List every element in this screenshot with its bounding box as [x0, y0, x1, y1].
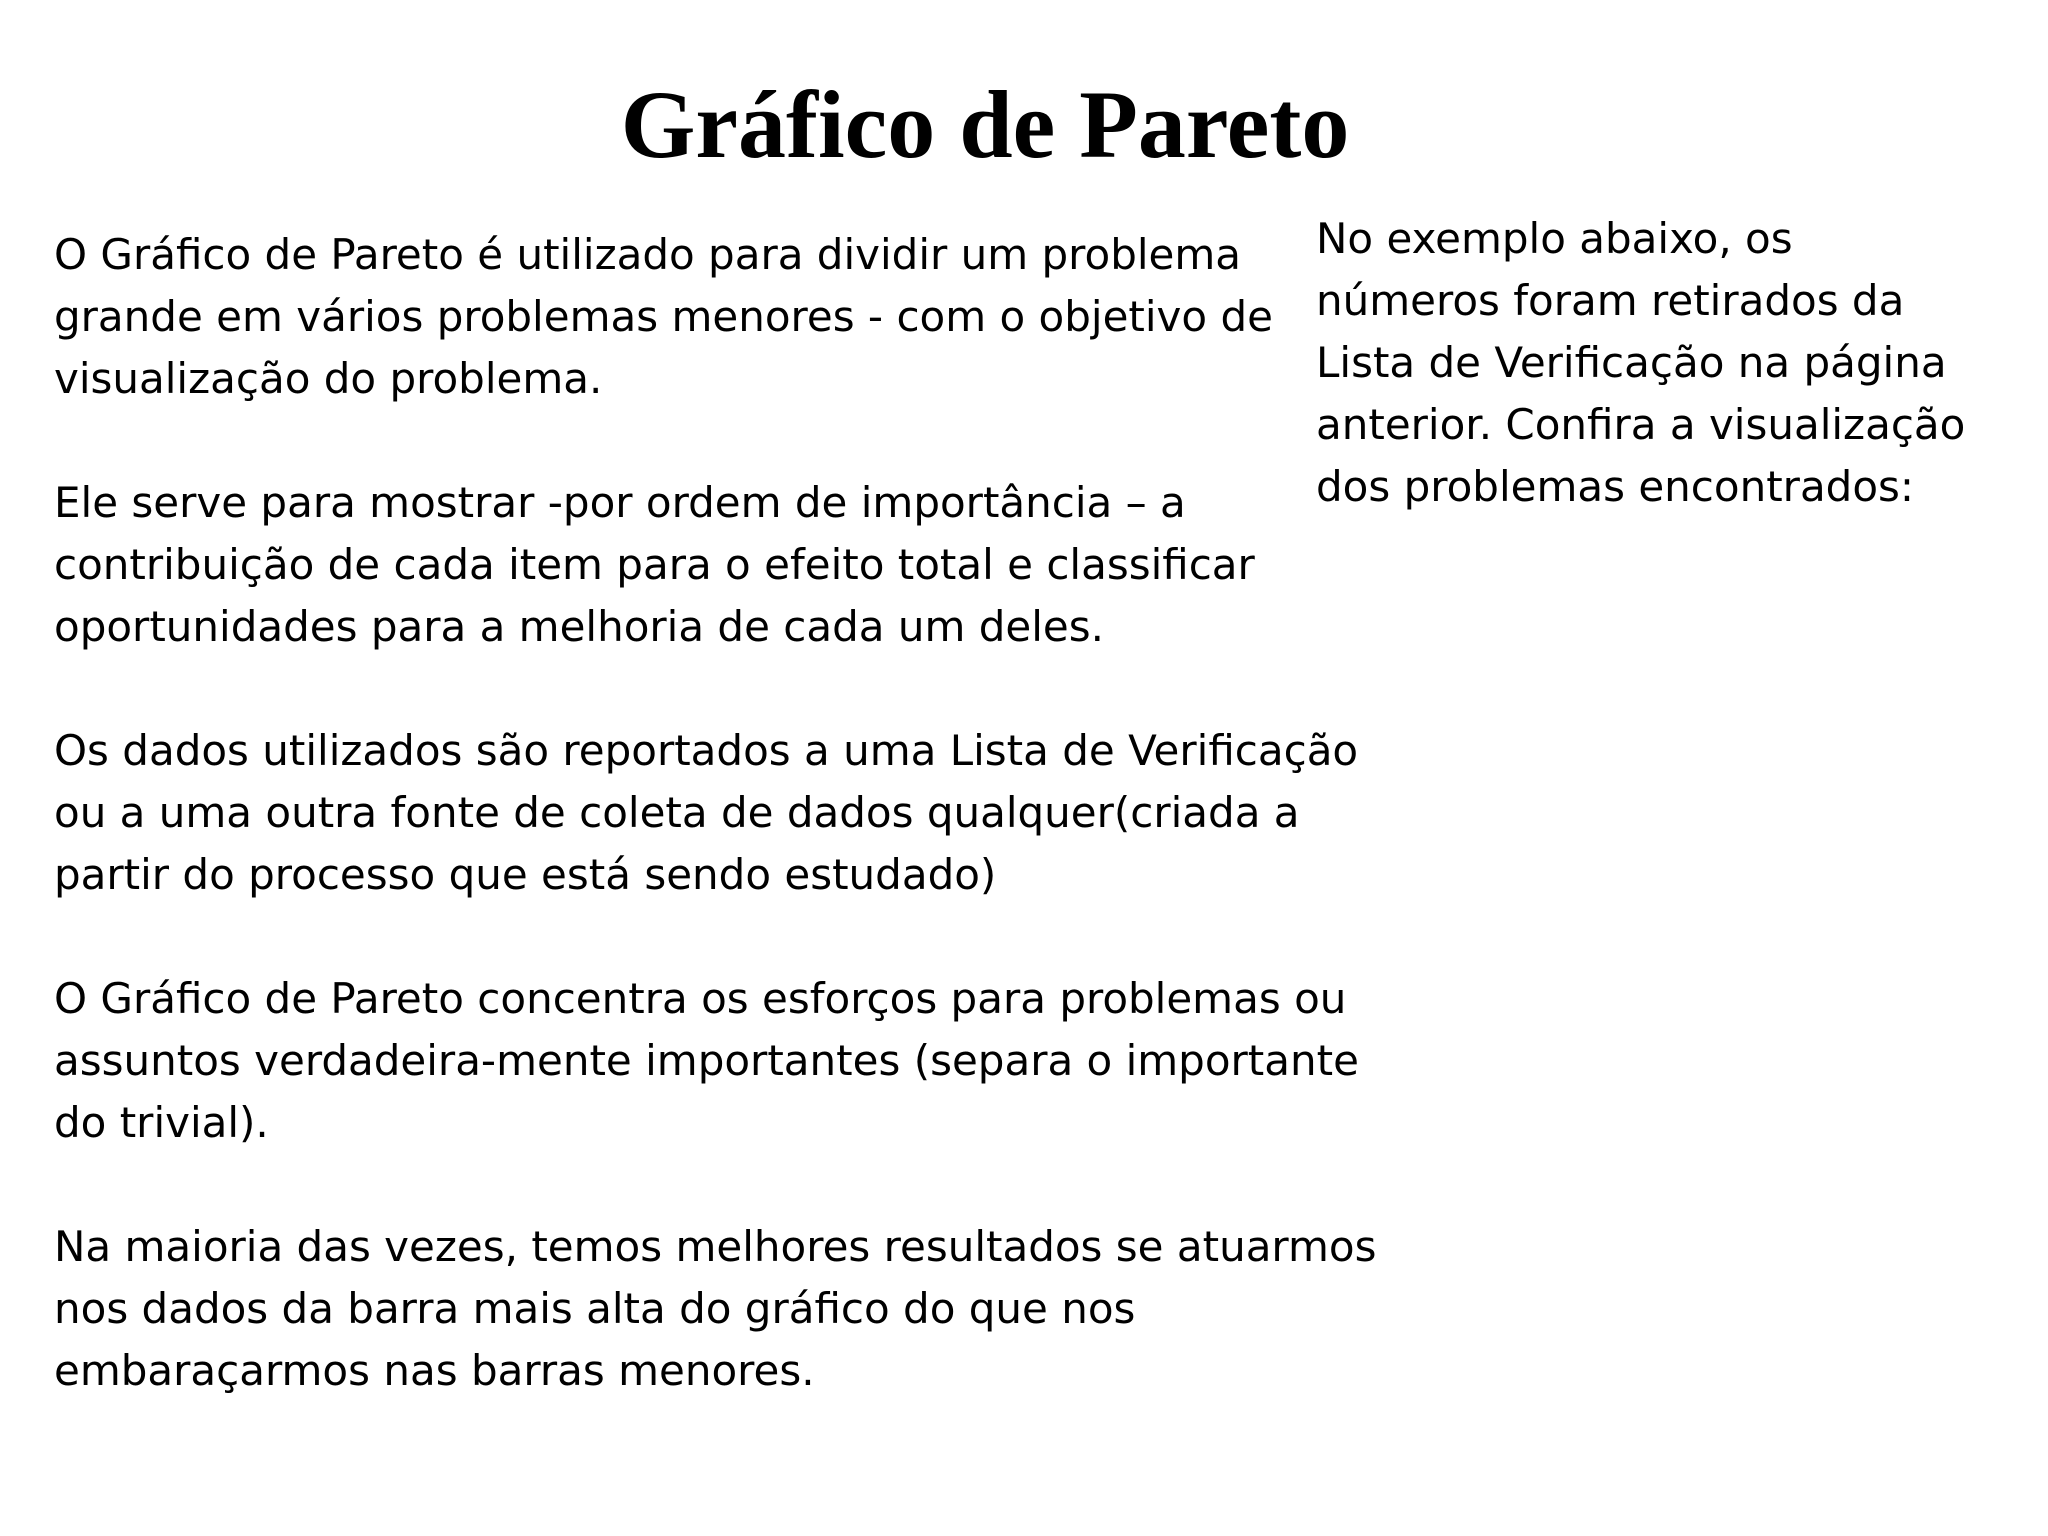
text-line: partir do processo que está sendo estudado) [54, 850, 997, 899]
text-line: números foram retirados da [1316, 276, 1905, 325]
text-line: No exemplo abaixo, os [1316, 214, 1793, 263]
text-line: O Gráfico de Pareto concentra os esforços para problemas ou [54, 974, 1347, 1023]
text-line: visualização do problema. [54, 354, 603, 403]
side-note [1316, 208, 2016, 518]
text-line: Na maioria das vezes, temos melhores resultados se atuarmos [54, 1222, 1377, 1271]
slide-title: Gráfico de Pareto [620, 71, 1350, 178]
text-line: do trivial). [54, 1098, 269, 1147]
paragraph-focus [54, 968, 1359, 1154]
text-line: Ele serve para mostrar -por ordem de importância – a [54, 478, 1186, 527]
paragraph-results [54, 1216, 1377, 1402]
paragraph-data-source [54, 720, 1359, 906]
text-line: ou a uma outra fonte de coleta de dados qualquer(criada a [54, 788, 1300, 837]
text-line: assuntos verdadeira-mente importantes (separa o importante [54, 1036, 1359, 1085]
text-line: contribuição de cada item para o efeito total e classificar [54, 540, 1255, 589]
text-line: nos dados da barra mais alta do gráfico do que nos [54, 1284, 1136, 1333]
text-line: anterior. Confira a visualização [1316, 400, 1966, 449]
text-line: dos problemas encontrados: [1316, 462, 1915, 511]
paragraph-purpose [54, 224, 1354, 410]
text-line: O Gráfico de Pareto é utilizado para dividir um problema [54, 230, 1242, 279]
text-line: grande em vários problemas menores - com o objetivo de [54, 292, 1273, 341]
text-line: Lista de Verificação na página [1316, 338, 1947, 387]
main-text-body [54, 224, 1377, 1402]
text-line: oportunidades para a melhoria de cada um deles. [54, 602, 1104, 651]
paragraph-function [54, 472, 1354, 658]
text-line: Os dados utilizados são reportados a uma Lista de Verificação [54, 726, 1359, 775]
text-line: embaraçarmos nas barras menores. [54, 1346, 815, 1395]
